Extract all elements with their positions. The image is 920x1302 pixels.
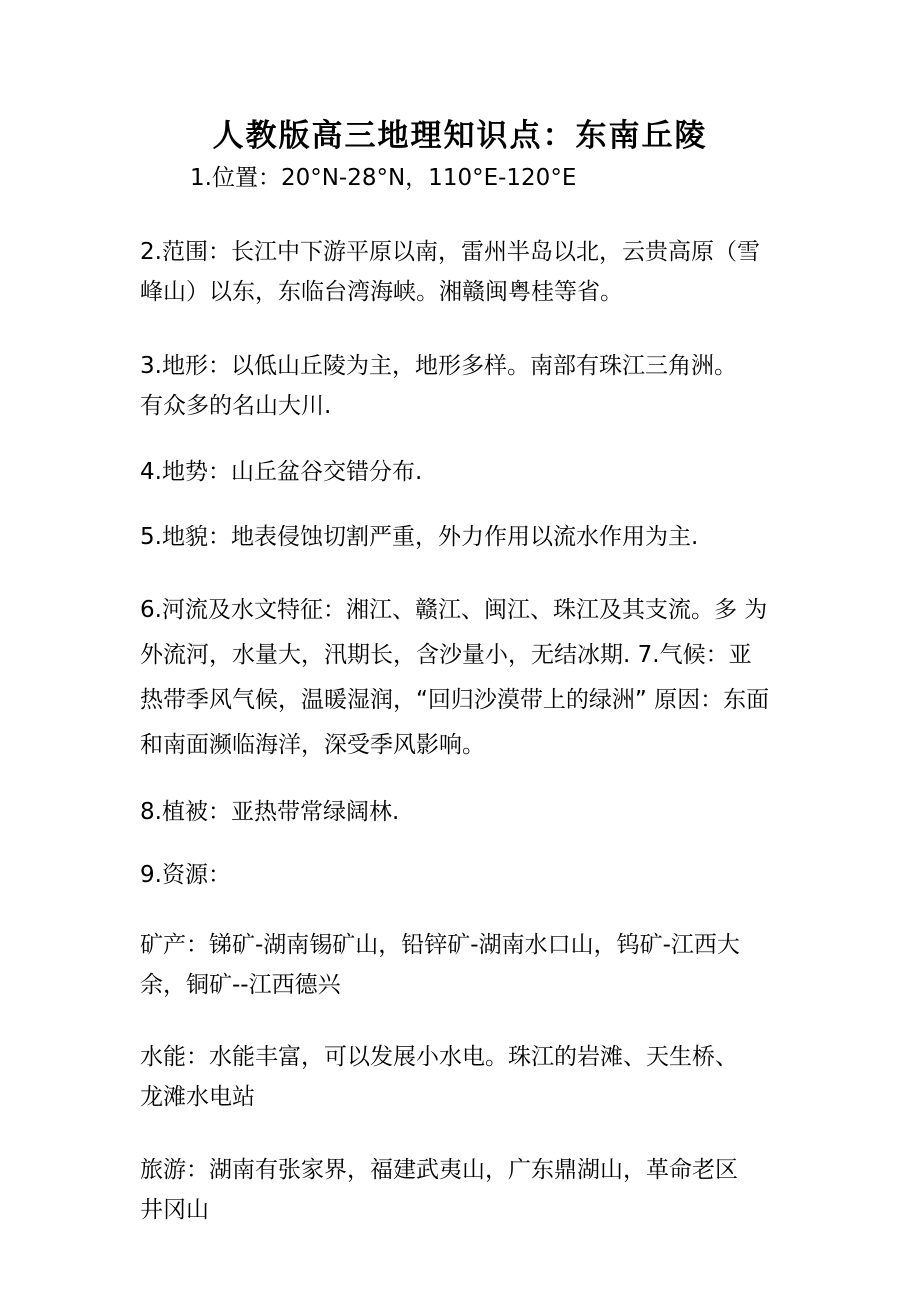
landform-line: 5.地貌：地表侵蚀切割严重，外力作用以流水作用为主.	[140, 524, 699, 550]
minerals-line-2: 余，铜矿--江西德兴	[140, 972, 341, 998]
resources-heading: 9.资源：	[140, 862, 231, 888]
tourism-line-2: 井冈山	[140, 1197, 209, 1223]
climate-line-4: 和南面濒临海洋，深受季风影响。	[140, 732, 485, 758]
terrain-line-2: 有众多的名山大川.	[140, 393, 332, 419]
location-line: 1.位置：20°N-28°N，110°E-120°E	[190, 165, 577, 191]
document-title: 人教版高三地理知识点：东南丘陵	[212, 118, 708, 154]
range-line-2: 峰山）以东，东临台湾海峡。湘赣闽粤桂等省。	[140, 279, 623, 305]
relief-line: 4.地势：山丘盆谷交错分布.	[140, 459, 423, 485]
terrain-line-1: 3.地形：以低山丘陵为主，地形多样。南部有珠江三角洲。	[140, 353, 737, 379]
rivers-line-2: 外流河，水量大，汛期长，含沙量小，无结冰期. 7.气候：亚	[140, 642, 752, 668]
minerals-line-1: 矿产：锑矿-湖南锡矿山，铅锌矿-湖南水口山，钨矿-江西大	[140, 932, 740, 958]
hydropower-line-1: 水能：水能丰富，可以发展小水电。珠江的岩滩、天生桥、	[140, 1044, 738, 1070]
hydropower-line-2: 龙滩水电站	[140, 1084, 255, 1110]
tourism-line-1: 旅游：湖南有张家界，福建武夷山，广东鼎湖山，革命老区	[140, 1157, 738, 1183]
climate-line-3: 热带季风气候，温暖湿润，“回归沙漠带上的绿洲” 原因：东面	[140, 687, 770, 713]
vegetation-line: 8.植被：亚热带常绿阔林.	[140, 799, 400, 825]
rivers-line-1: 6.河流及水文特征：湘江、赣江、闽江、珠江及其支流。多 为	[140, 597, 768, 623]
range-line-1: 2.范围：长江中下游平原以南，雷州半岛以北，云贵高原（雪	[140, 239, 760, 265]
